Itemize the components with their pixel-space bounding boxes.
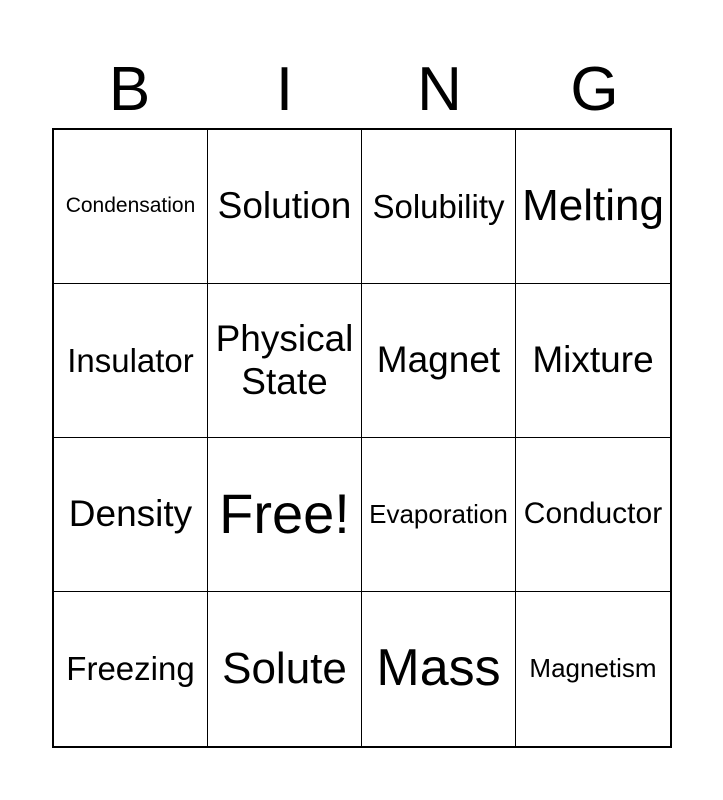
bingo-cell-evaporation[interactable]: Evaporation	[362, 438, 516, 592]
bingo-cell-melting[interactable]: Melting	[516, 130, 670, 284]
bingo-cell-physical-state[interactable]: Physical State	[208, 284, 362, 438]
bingo-cell-solute[interactable]: Solute	[208, 592, 362, 746]
bingo-cell-magnet[interactable]: Magnet	[362, 284, 516, 438]
header-letter-i: I	[275, 55, 294, 124]
bingo-board	[52, 128, 672, 748]
bingo-cell-insulator[interactable]: Insulator	[54, 284, 208, 438]
bingo-cell-mixture[interactable]: Mixture	[516, 284, 670, 438]
bingo-cell-free-space[interactable]: Free!	[208, 438, 362, 592]
bingo-cell-solubility[interactable]: Solubility	[362, 130, 516, 284]
bingo-cell-freezing[interactable]: Freezing	[54, 592, 208, 746]
bingo-cell-magnetism[interactable]: Magnetism	[529, 653, 657, 684]
header-letter-b: B	[108, 55, 151, 124]
bingo-header	[52, 52, 672, 128]
bingo-cell-mass[interactable]: Mass	[362, 592, 516, 746]
bingo-cell-solution[interactable]: Solution	[208, 130, 362, 284]
bingo-cell-conductor[interactable]: Conductor	[516, 438, 670, 592]
bingo-cell-condensation[interactable]: Condensation	[54, 130, 208, 284]
header-letter-g: G	[570, 55, 619, 124]
bingo-cell-density[interactable]: Density	[54, 438, 208, 592]
header-letter-n: N	[417, 55, 462, 124]
